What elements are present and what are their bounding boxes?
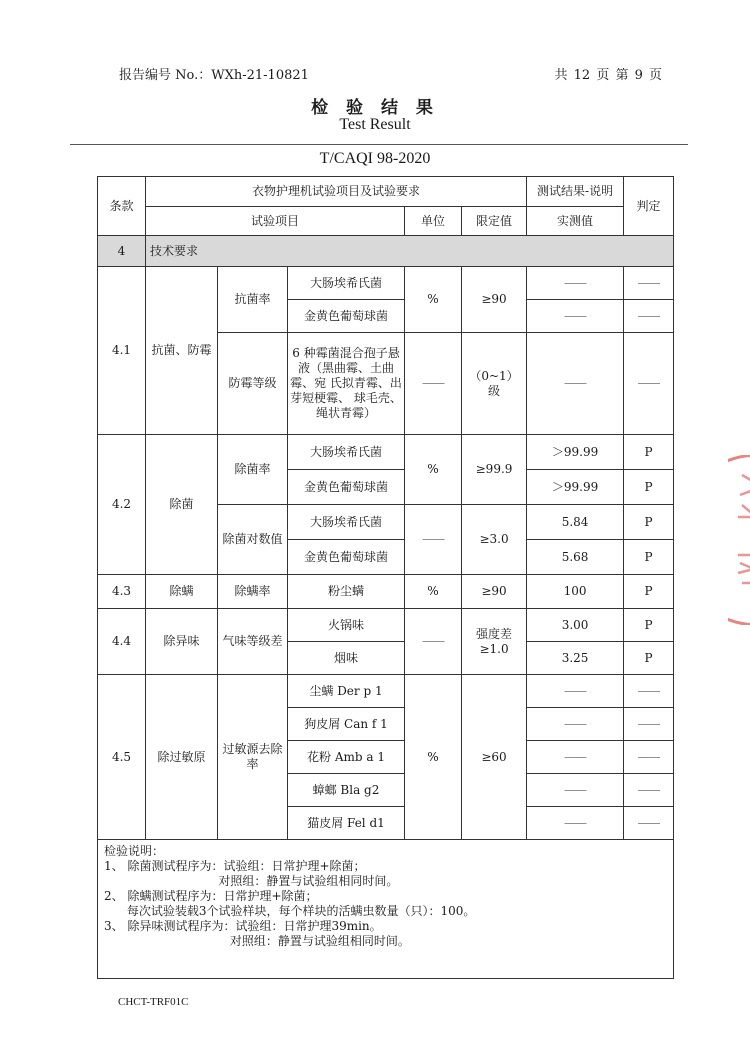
test-item: 金黄色葡萄球菌 [288,300,405,333]
unit-cell: —— [405,609,462,675]
clause-cell: 4.1 [98,267,146,435]
table-row [98,575,674,609]
page-title-cn: 检 验 结 果 [311,98,439,118]
requirement-name: 除菌 [146,435,218,575]
unit-cell: —— [405,333,462,435]
sub-item: 除菌对数值 [218,505,288,575]
measured-cell: 3.25 [527,642,624,675]
section-label: 技术要求 [146,236,674,267]
notes-title: 检验说明： [104,844,165,858]
header-measured: 实测值 [527,207,624,236]
table-row [98,609,674,642]
section-row [98,236,674,267]
header-clause: 条款 [98,177,146,236]
note-line: 对照组：静置与试验组相同时间。 [104,934,410,948]
seal-stamp-fragment [728,455,750,625]
sub-item: 除螨率 [218,575,288,609]
measured-cell: —— [527,741,624,774]
test-item: 花粉 Amb a 1 [288,741,405,774]
measured-cell: —— [527,708,624,741]
table-header-row-1 [98,177,674,207]
test-item: 烟味 [288,642,405,675]
test-item: 6 种霉菌混合孢子悬液（黑曲霉、土曲霉、宛 氏拟青霉、出芽短梗霉、 球毛壳、绳状青霉） [288,333,405,435]
limit-cell: ≥3.0 [462,505,527,575]
requirement-name: 除过敏原 [146,675,218,840]
limit-cell: ≥99.9 [462,435,527,505]
test-item: 猫皮屑 Fel d1 [288,807,405,840]
judgement-cell: P [624,470,674,505]
test-item: 狗皮屑 Can f 1 [288,708,405,741]
note-line: 1、 除菌测试程序为：试验组：日常护理+除菌； [104,859,366,873]
section-clause: 4 [98,236,146,267]
note-line: 3、 除异味测试程序为：试验组：日常护理39min。 [104,919,382,933]
header-judgement: 判定 [624,177,674,236]
measured-cell: 5.84 [527,505,624,540]
notes-cell [98,840,674,979]
measured-cell: 100 [527,575,624,609]
limit-cell: 强度差≥1.0 [462,609,527,675]
clause-cell: 4.2 [98,435,146,575]
measured-cell: —— [527,675,624,708]
title-divider [70,144,688,145]
note-line: 每次试验装载3个试验样块，每个样块的活螨虫数量（只）：100。 [104,904,476,918]
sub-item: 气味等级差 [218,609,288,675]
requirement-name: 抗菌、防霉 [146,267,218,435]
table-header-row-2 [98,207,674,236]
judgement-cell: P [624,540,674,575]
measured-cell: —— [527,300,624,333]
unit-cell: % [405,435,462,505]
clause-cell: 4.5 [98,675,146,840]
note-line: 2、 除螨测试程序为：日常护理+除菌； [104,889,318,903]
result-table [97,176,674,979]
judgement-cell: —— [624,774,674,807]
measured-cell: 3.00 [527,609,624,642]
page-title-en: Test Result [339,116,411,133]
clause-cell: 4.4 [98,609,146,675]
limit-cell: ≥60 [462,675,527,840]
notes-row [98,840,674,979]
judgement-cell: —— [624,300,674,333]
limit-cell: ≥90 [462,575,527,609]
table-row [98,267,674,300]
report-number: 报告编号 No.：WXh-21-10821 [119,68,309,83]
measured-cell: ＞99.99 [527,435,624,470]
judgement-cell: —— [624,333,674,435]
sub-item: 除菌率 [218,435,288,505]
requirement-name: 除螨 [146,575,218,609]
limit-cell: ≥90 [462,267,527,333]
judgement-cell: P [624,505,674,540]
requirement-name: 除异味 [146,609,218,675]
test-item: 金黄色葡萄球菌 [288,470,405,505]
header-limit: 限定值 [462,207,527,236]
limit-cell: （0~1）级 [462,333,527,435]
judgement-cell: P [624,575,674,609]
sub-item: 过敏源去除率 [218,675,288,840]
test-item: 粉尘螨 [288,575,405,609]
judgement-cell: —— [624,675,674,708]
test-item: 蟑螂 Bla g2 [288,774,405,807]
judgement-cell: —— [624,708,674,741]
judgement-cell: P [624,435,674,470]
footer-code: CHCT-TRF01C [118,996,189,1008]
measured-cell: —— [527,807,624,840]
measured-cell: —— [527,333,624,435]
page-info: 共 12 页 第 9 页 [554,68,662,83]
standard-code: T/CAQI 98-2020 [319,150,431,167]
table-row [98,435,674,470]
test-item: 大肠埃希氏菌 [288,435,405,470]
measured-cell: —— [527,774,624,807]
unit-cell: % [405,675,462,840]
test-item: 大肠埃希氏菌 [288,505,405,540]
table-row [98,675,674,708]
judgement-cell: —— [624,267,674,300]
sub-item: 防霉等级 [218,333,288,435]
test-item: 火锅味 [288,609,405,642]
header-unit: 单位 [405,207,462,236]
judgement-cell: P [624,642,674,675]
measured-cell: 5.68 [527,540,624,575]
unit-cell: —— [405,505,462,575]
measured-cell: —— [527,267,624,300]
judgement-cell: —— [624,807,674,840]
clause-cell: 4.3 [98,575,146,609]
sub-item: 抗菌率 [218,267,288,333]
measured-cell: ＞99.99 [527,470,624,505]
judgement-cell: —— [624,741,674,774]
note-line: 对照组：静置与试验组相同时间。 [104,874,399,888]
unit-cell: % [405,575,462,609]
test-item: 金黄色葡萄球菌 [288,540,405,575]
judgement-cell: P [624,609,674,642]
header-test-item: 试验项目 [146,207,405,236]
test-item: 尘螨 Der p 1 [288,675,405,708]
test-item: 大肠埃希氏菌 [288,267,405,300]
header-result-note: 测试结果-说明 [527,177,624,207]
header-items-requirements: 衣物护理机试验项目及试验要求 [146,177,527,207]
unit-cell: % [405,267,462,333]
